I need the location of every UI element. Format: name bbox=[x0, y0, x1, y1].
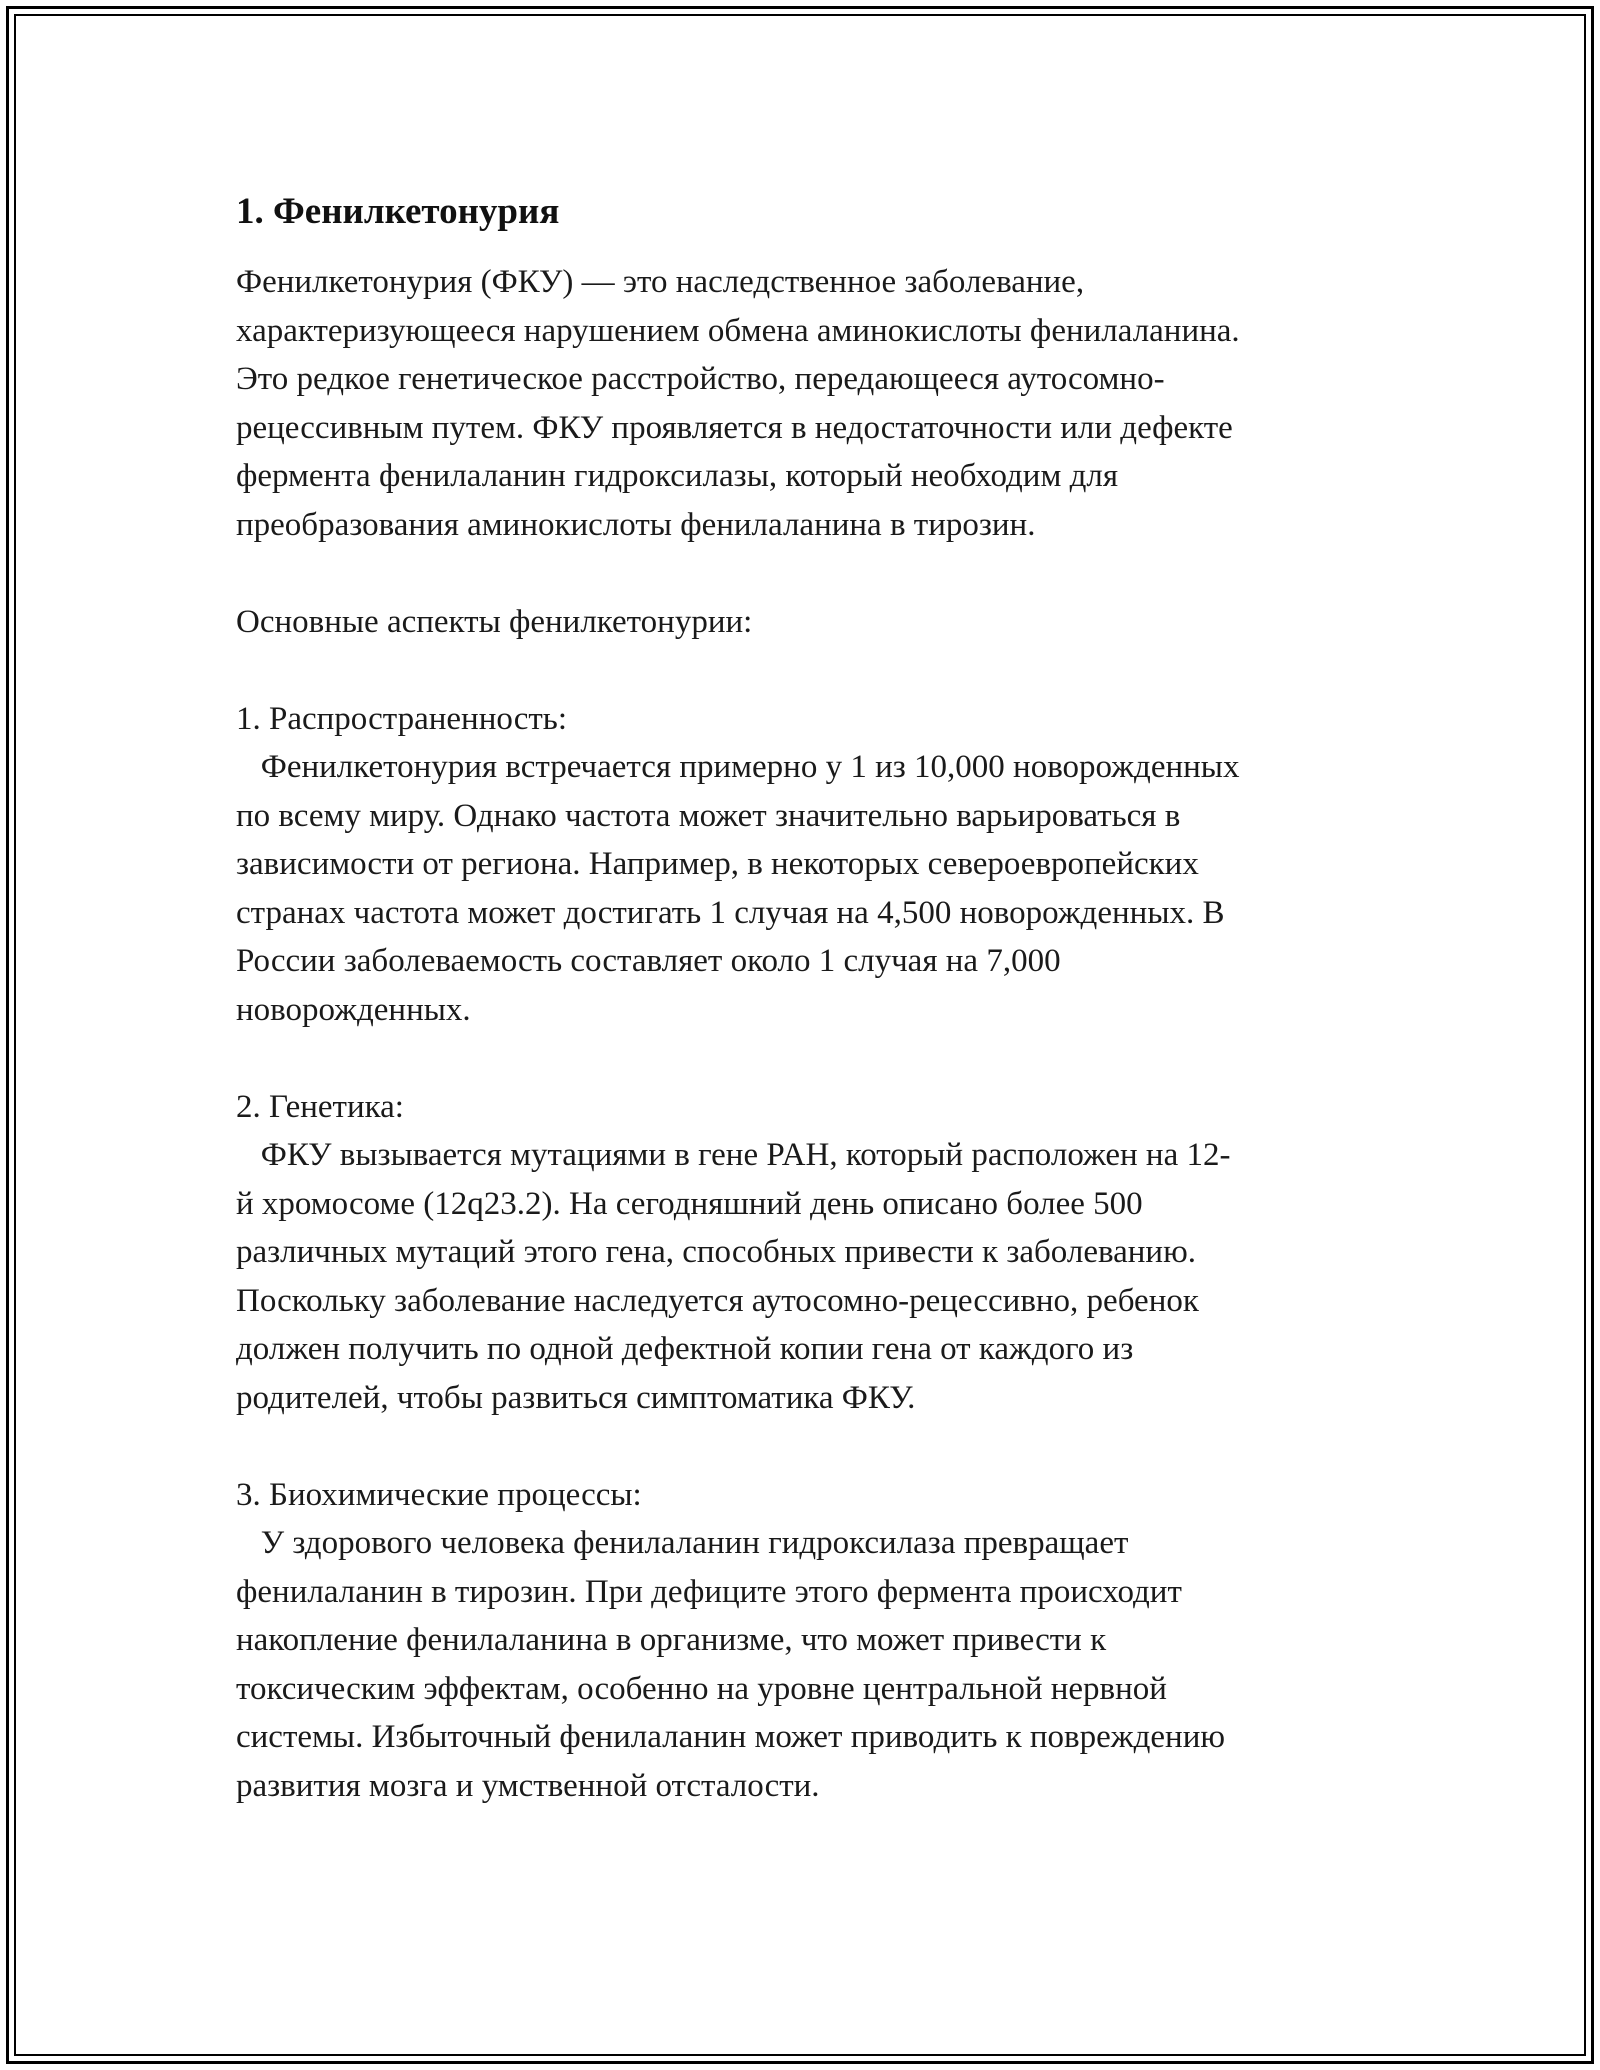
section-heading-biochemistry: 3. Биохимические процессы: bbox=[236, 1476, 642, 1513]
document-page bbox=[236, 186, 1386, 1810]
paragraph-gap bbox=[236, 1034, 1386, 1083]
section-body-genetics: ФКУ вызывается мутациями в гене PAH, который расположен на 12- й хромосоме (12q23.2). На сегодняшний день описано более 500 различных мутаций этого гена, способных привести к заболеванию. Поскольку заболевание наследуется аутосомно-рецессивно, ребенок должен получить по одной дефектной копии гена от каждого из родителей, чтобы развиться симптоматика ФКУ. bbox=[236, 1137, 1231, 1416]
paragraph-gap bbox=[236, 1422, 1386, 1471]
section-heading-genetics: 2. Генетика: bbox=[236, 1088, 404, 1125]
paragraph-gap bbox=[236, 549, 1386, 598]
paragraph-gap bbox=[236, 646, 1386, 695]
aspects-heading: Основные аспекты фенилкетонурии: bbox=[236, 603, 753, 640]
section-body-prevalence: Фенилкетонурия встречается примерно у 1 из 10,000 новорожденных по всему миру. Однако частота может значительно варьироваться в зависимости от региона. Например, в некоторых североевропейских странах частота может достигать 1 случая на 4,500 новорожденных. В России заболеваемость составляет около 1 случая на 7,000 новорожденных. bbox=[236, 749, 1240, 1028]
section-heading-prevalence: 1. Распространенность: bbox=[236, 700, 567, 737]
document-title: 1. Фенилкетонурия bbox=[236, 191, 560, 232]
intro-paragraph: Фенилкетонурия (ФКУ) — это наследственное заболевание, характеризующееся нарушением обмена аминокислоты фенилаланина. Это редкое генетическое расстройство, передающееся аутосомно- рецессивным путем. ФКУ проявляется в недостаточности или дефекте фермента фенилаланин гидроксилазы, который необходим для преобразования аминокислоты фенилаланина в тирозин. bbox=[236, 264, 1240, 543]
section-body-biochemistry: У здорового человека фенилаланин гидроксилаза превращает фенилаланин в тирозин. При дефиците этого фермента происходит накопление фенилаланина в организме, что может привести к токсическим эффектам, особенно на уровне центральной нервной системы. Избыточный фенилаланин может приводить к повреждению развития мозга и умственной отсталости. bbox=[236, 1525, 1226, 1804]
